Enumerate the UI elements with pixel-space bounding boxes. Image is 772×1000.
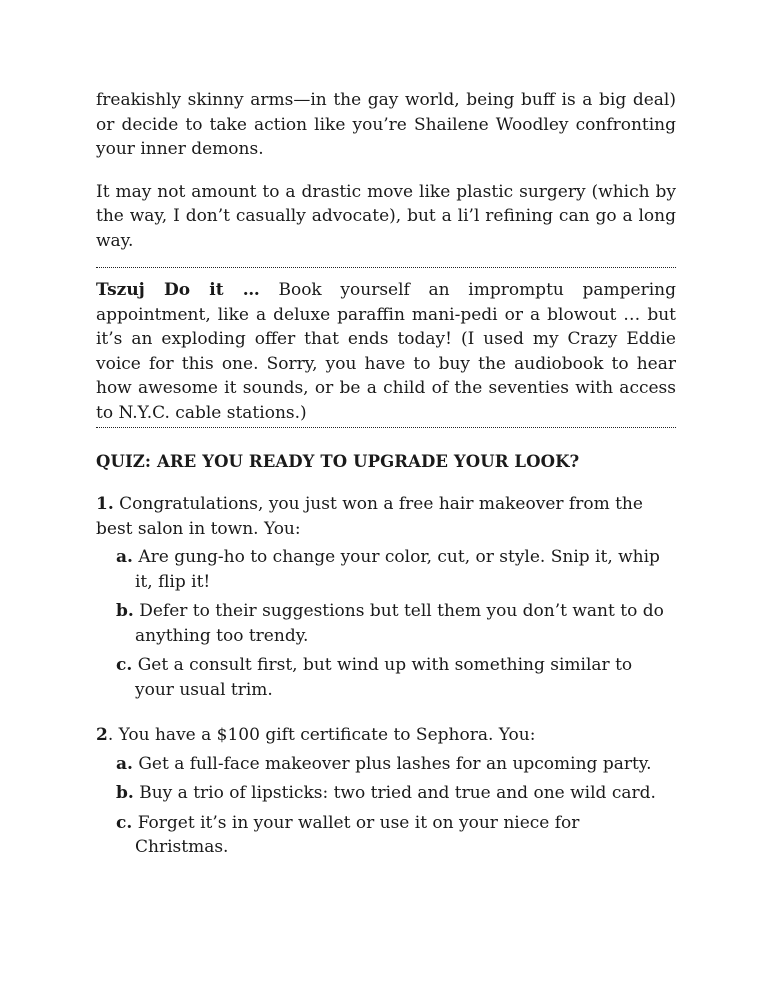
quiz-question-2: [96, 723, 676, 860]
question-text: [96, 492, 676, 541]
answer-text: Buy a trio of lipsticks: two tried and true and one wild card.: [139, 783, 656, 803]
tip-lead: Tszuj Do it …: [96, 280, 260, 300]
answer-option: [116, 781, 676, 806]
intro-paragraph-1: freakishly skinny arms—in the gay world, being buff is a big deal) or decide to take action like you’re Shailene Woodley confronting your inner demons.: [96, 90, 676, 159]
answer-list: [96, 545, 676, 702]
question-prompt: Congratulations, you just won a free hair makeover from the best salon in town. You:: [96, 494, 643, 539]
tip-body: Book yourself an impromptu pampering appointment, like a deluxe paraffin mani-pedi or a blowout … but it’s an exploding offer that ends today! (I used my Crazy Eddie voice for this one. Sorry, you have to buy the audiobook to hear how awesome it sounds, or be a child of the seventies with access to N.Y.C. cable stations.): [96, 280, 676, 423]
book-page: [96, 88, 676, 865]
quiz-question-1: [96, 492, 676, 702]
intro-paragraph-2: It may not amount to a drastic move like plastic surgery (which by the way, I don’t casually advocate), but a li’l refining can go a long way.: [96, 181, 676, 251]
answer-text: Get a full-face makeover plus lashes for an upcoming party.: [138, 753, 652, 774]
answer-letter: a.: [116, 547, 133, 567]
answer-text: Get a consult first, but wind up with something similar to your usual trim.: [135, 655, 633, 700]
answer-option: [116, 752, 676, 777]
tip-top-divider: [96, 267, 676, 268]
answer-letter: c.: [116, 812, 133, 833]
tip-box: [96, 278, 676, 425]
answer-text: Defer to their suggestions but tell them you don’t want to do anything too trendy.: [135, 601, 664, 646]
question-number: 2: [96, 725, 108, 745]
answer-option: [116, 811, 676, 860]
answer-text: Are gung-ho to change your color, cut, or style. Snip it, whip it, flip it!: [135, 547, 660, 592]
answer-letter: b.: [116, 601, 134, 621]
quiz-title: QUIZ: ARE YOU READY TO UPGRADE YOUR LOOK?: [96, 452, 580, 471]
question-number: 1.: [96, 494, 114, 514]
question-prompt: . You have a $100 gift certificate to Sephora. You:: [107, 725, 536, 745]
answer-letter: a.: [116, 753, 133, 774]
answer-list: [96, 752, 676, 860]
question-text: [96, 723, 676, 748]
answer-letter: c.: [116, 655, 133, 675]
answer-text: Forget it’s in your wallet or use it on your niece for Christmas.: [135, 812, 580, 857]
answer-option: [116, 545, 676, 594]
answer-option: [116, 599, 676, 648]
answer-option: [116, 653, 676, 702]
answer-letter: b.: [116, 783, 134, 803]
